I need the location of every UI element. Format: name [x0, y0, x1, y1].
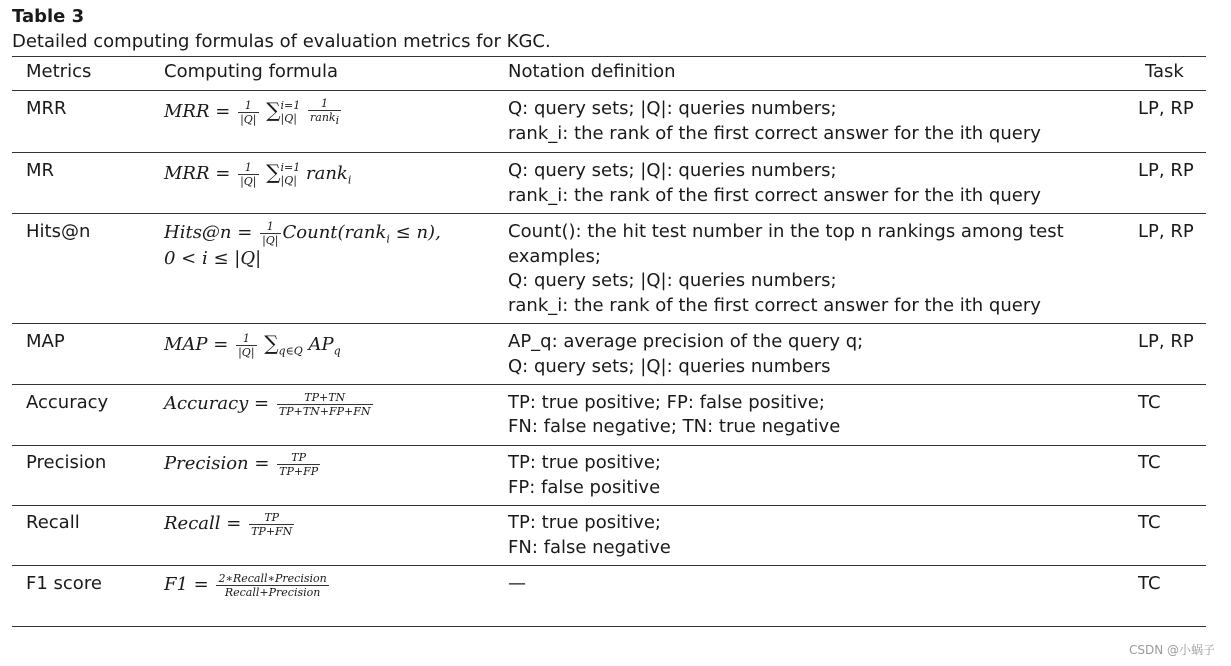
task-f1: TC — [1138, 573, 1161, 594]
notation-precision-line1: TP: true positive; — [508, 452, 661, 473]
top-rule — [12, 56, 1206, 57]
formula-precision: Precision = $\frac{TP}{TP+FP}$ — [164, 450, 319, 478]
row-metric-f1: F1 score — [26, 573, 102, 594]
notation-map-line1: AP_q: average precision of the query q; — [508, 331, 864, 352]
formula-recall: Recall = $\frac{TP}{TP+FN}$ — [164, 510, 293, 538]
task-hits: LP, RP — [1138, 221, 1194, 242]
notation-recall-line2: FN: false negative — [508, 537, 671, 558]
row-divider — [12, 384, 1206, 385]
table-caption-text: Detailed computing formulas of evaluation metrics for KGC. — [12, 31, 551, 52]
task-recall: TC — [1138, 512, 1161, 533]
formula-mrr: MRR = $\frac{1}{|Q|}$ ∑ i=1 |Q| $\frac{1}{rank_i}$ — [164, 96, 340, 128]
header-notation: Notation definition — [508, 61, 676, 82]
formula-mr: MRR = $\frac{1}{|Q|}$ ∑ i=1 |Q| rank$_i$ — [164, 160, 352, 188]
notation-accuracy-line1: TP: true positive; FP: false positive; — [508, 392, 825, 413]
row-metric-precision: Precision — [26, 452, 107, 473]
row-metric-mrr: MRR — [26, 98, 67, 119]
formula-hits-condition: 0 < i ≤ |Q| — [164, 248, 262, 269]
task-mrr: LP, RP — [1138, 98, 1194, 119]
row-divider — [12, 213, 1206, 214]
task-precision: TC — [1138, 452, 1161, 473]
notation-f1: — — [508, 573, 526, 594]
row-metric-mr: MR — [26, 160, 55, 181]
header-rule — [12, 90, 1206, 91]
row-divider — [12, 152, 1206, 153]
notation-hits-line1: Count(): the hit test number in the top n rankings among test — [508, 221, 1064, 242]
notation-hits-line3: Q: query sets; |Q|: queries numbers; — [508, 270, 837, 291]
notation-mr-line1: Q: query sets; |Q|: queries numbers; — [508, 160, 837, 181]
formula-map: MAP = $\frac{1}{|Q|}$ $\sum_{q\in Q}$ $AP_q$ — [164, 331, 341, 359]
notation-accuracy-line2: FN: false negative; TN: true negative — [508, 416, 841, 437]
row-metric-recall: Recall — [26, 512, 80, 533]
notation-map-line2: Q: query sets; |Q|: queries numbers — [508, 356, 831, 377]
header-metrics: Metrics — [26, 61, 92, 82]
notation-mrr-line1: Q: query sets; |Q|: queries numbers; — [508, 98, 837, 119]
row-metric-map: MAP — [26, 331, 65, 352]
row-metric-accuracy: Accuracy — [26, 392, 109, 413]
table-caption-title: Table 3 — [12, 6, 85, 27]
notation-precision-line2: FP: false positive — [508, 477, 661, 498]
formula-hits: Hits@n = $\frac{1}{|Q|}$ Count(rank$_i$ ≤ n), — [164, 219, 441, 247]
row-divider — [12, 323, 1206, 324]
task-mr: LP, RP — [1138, 160, 1194, 181]
notation-hits-line2: examples; — [508, 246, 601, 267]
task-accuracy: TC — [1138, 392, 1161, 413]
notation-mrr-line2: rank_i: the rank of the first correct answer for the ith query — [508, 123, 1041, 144]
formula-f1: F1 = $\frac{\text{2∗Recall∗Precision}}{\text{Recall+Precision}}$ — [164, 571, 327, 599]
row-metric-hits: Hits@n — [26, 221, 91, 242]
header-task: Task — [1145, 61, 1184, 82]
notation-recall-line1: TP: true positive; — [508, 512, 661, 533]
notation-mr-line2: rank_i: the rank of the first correct answer for the ith query — [508, 185, 1041, 206]
header-formula: Computing formula — [164, 61, 338, 82]
formula-accuracy: Accuracy = $\frac{TP+TN}{TP+TN+FP+FN}$ — [164, 390, 371, 418]
bottom-rule — [12, 626, 1206, 627]
notation-hits-line4: rank_i: the rank of the first correct answer for the ith query — [508, 295, 1041, 316]
row-divider — [12, 565, 1206, 566]
watermark: CSDN @小蜗子 — [1128, 643, 1215, 657]
task-map: LP, RP — [1138, 331, 1194, 352]
